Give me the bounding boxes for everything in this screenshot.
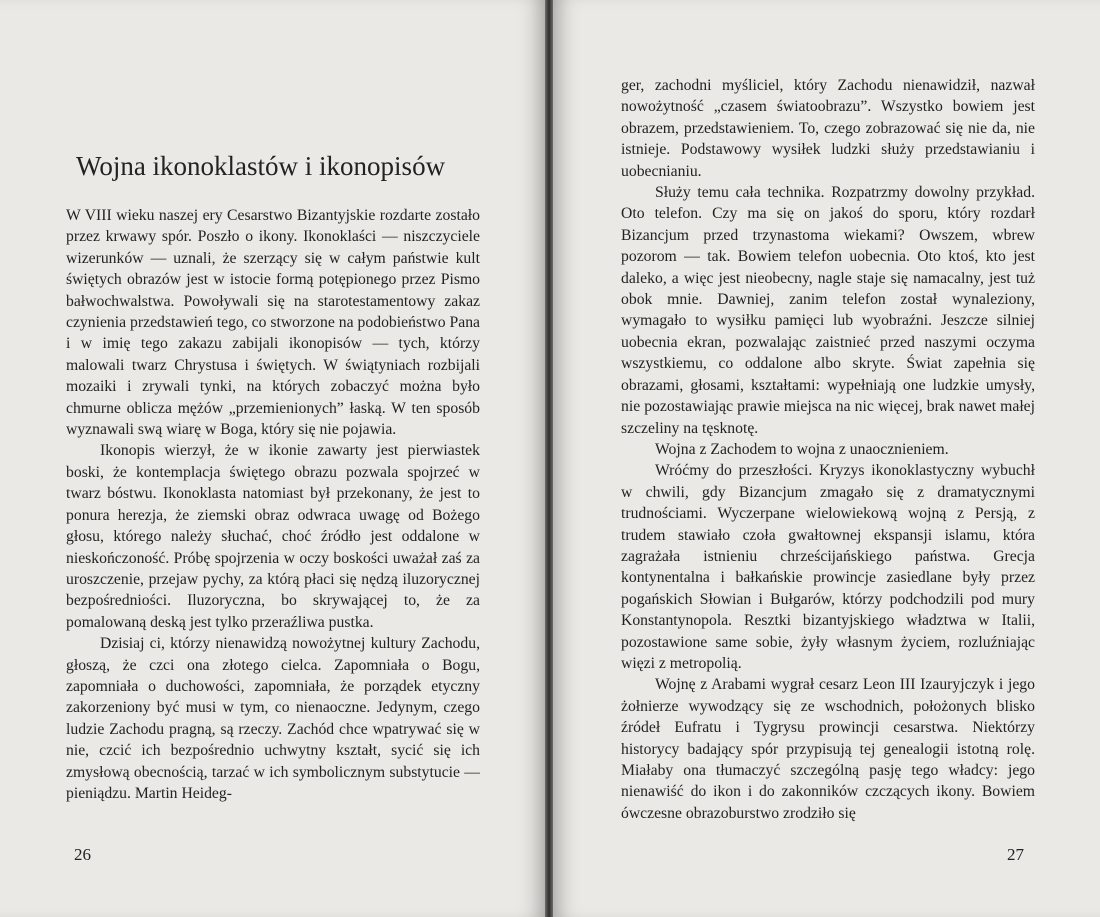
page-number: 26 [74,845,91,864]
paragraph: Dzisiaj ci, którzy nienawidzą nowożytnej kultury Zachodu, głoszą, że czci ona złotego cielca. Zapomniała o Bogu, zapomniała o duchowości, zapomniała, że porządek etyczny zakorzeniony być musi w tym, co nienaoczne. Jedynym, czego ludzie Zachodu pragną, są rzeczy. Zachód chce wpatrywać się w nie, czcić ich bezpośrednio uchwytny kształt, sycić się ich zmysłową obecnością, tarzać w ich symbolicznym substytucie — pieniądzu. Martin Heideg- [66,635,480,802]
right-page [553,0,1100,917]
left-page [0,0,545,917]
chapter-title: Wojna ikonoklastów i ikonopisów [76,151,446,181]
left-text-column [66,205,480,804]
paragraph: Wróćmy do przeszłości. Kryzys ikonoklastyczny wybuchł w chwili, gdy Bizancjum zmagało się z dramatycznymi trudnościami. Wyczerpane wielowiekową wojną z Persją, z trudem stawiało czoła gwałtownej ekspansji islamu, która zagrażała istnieniu chrześcijańskiego państwa. Grecja kontynentalna i bałkańskie prowincje zasiedlane były przez pogańskich Słowian i Bułgarów, którzy podchodzili pod mury Konstantynopola. Resztki bizantyjskiego władztwa w Italii, pozostawione same sobie, żyły własnym życiem, rozluźniając więzi z metropolią. [621,462,1035,672]
right-text-column [621,75,1035,824]
paragraph: Wojnę z Arabami wygrał cesarz Leon III Izauryjczyk i jego żołnierze wywodzący się ze wschodnich, położonych blisko źródeł Eufratu i Tygrysu prowincji cesarstwa. Niektórzy historycy badający spór przypisują tej genealogii istotną rolę. Miałaby ona tłumaczyć szczególną pasję tego władcy: jego nienawiść do ikon i do zakonników czczących ikony. Bowiem ówczesne obrazoburstwo zrodziło się [621,676,1035,822]
paragraph: Wojna z Zachodem to wojna z unaocznieniem. [655,440,949,458]
book-gutter [545,0,553,917]
paragraph: W VIII wieku naszej ery Cesarstwo Bizantyjskie rozdarte zostało przez krwawy spór. Poszło o ikony. Ikonoklaści — niszczyciele wizerunków — uznali, że szerzący się w całym państwie kult świętych obrazów jest w istocie formą potępionego przez Pismo bałwochwalstwa. Powoływali się na starotestamentowy zakaz czynienia przedstawień tego, co stworzone na podobieństwo Pana i w imię tego zakazu zabijali ikonopisów — tych, którzy malowali twarz Chrystusa i świętych. W świątyniach rozbijali mozaiki i zrywali tynki, na których zobaczyć można było chmurne oblicza mężów „przemienionych” łaską. W ten sposób wyznawali swą wiarę w Boga, który się nie pojawia. [66,207,480,439]
paragraph: Ikonopis wierzył, że w ikonie zawarty jest pierwiastek boski, że kontemplacja świętego obrazu pozwala spojrzeć w twarz bóstwu. Ikonoklasta natomiast był przekonany, że jest to ponura herezja, że ziemski obraz odwraca uwagę od Bożego głosu, którego należy słuchać, choć źródło jest oddalone w nieskończoność. Próbę spojrzenia w oczy boskości uważał zaś za uroszczenie, przejaw pychy, za którą płaci się nędzą iluzorycznej bezpośredniości. Iluzoryczna, bo skrywającej to, że za pomalowaną deską jest tylko przeraźliwa pustka. [66,442,480,631]
paragraph: Służy temu cała technika. Rozpatrzmy dowolny przykład. Oto telefon. Czy ma się on jakoś do sporu, który rozdarł Bizancjum przed trzynastoma wiekami? Owszem, wbrew pozorom — tak. Bowiem telefon uobecnia. Oto ktoś, kto jest daleko, a więc jest nieobecny, nagle staje się namacalny, jest tuż obok mnie. Dawniej, zanim telefon został wynaleziony, wymagało to wysiłku pamięci lub wyobraźni. Jeszcze silniej uobecnia ekran, pozwalając zaistnieć przed naszymi oczyma wszystkiemu, co oddalone albo skryte. Świat zapełnia się obrazami, głosami, kształtami: wypełniają one ludzkie umysły, nie pozostawiając prawie miejsca na nic więcej, brak nawet małej szczeliny na tęsknotę. [621,184,1035,437]
paragraph: ger, zachodni myśliciel, który Zachodu nienawidził, nazwał nowożytność „czasem światoobrazu”. Wszystko bowiem jest obrazem, przedstawieniem. To, czego zobrazować się nie da, nie istnieje. Podstawowy wysiłek ludzki służy przedstawianiu i uobecnianiu. [621,77,1035,180]
page-number: 27 [1007,845,1024,864]
